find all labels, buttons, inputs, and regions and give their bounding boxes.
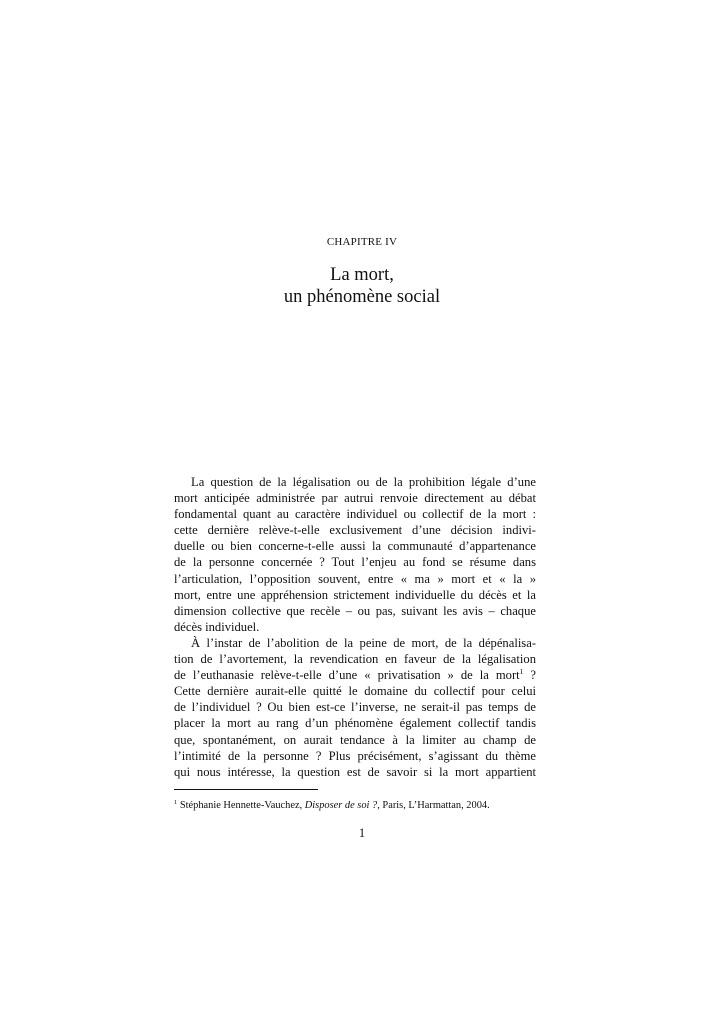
text-line: tion de l’avortement, la revendication en faveur de la légalisation [174, 652, 536, 667]
text-line: mort anticipée administrée par autrui renvoie directement au débat [174, 491, 536, 506]
text-line-with-note [174, 667, 536, 683]
text-segment: ? [523, 668, 536, 683]
chapter-title-line-1: La mort, [330, 265, 394, 285]
text-line: l’articulation, l’opposition souvent, entre « ma » mort et « la » [174, 571, 536, 586]
footnote-number: 1 [174, 799, 178, 806]
page-number: 1 [358, 826, 366, 840]
text-line: de la personne concernée ? Tout l’enjeu au fond se résume dans [174, 555, 536, 570]
text-line: dimension collective que recèle – ou pas, suivant les avis – chaque [174, 603, 536, 618]
chapter-title-line-2: un phénomène social [283, 287, 441, 307]
text-segment: de l’euthanasie relève-t-elle d’une « privatisation » de la mort [174, 668, 520, 683]
text-line: À l’instar de l’abolition de la peine de mort, de la dépénalisa- [191, 635, 536, 650]
body-text [174, 474, 536, 780]
text-line: de l’individuel ? Ou bien est-ce l’inverse, ne serait-il pas temps de [174, 700, 536, 715]
text-line: mort, entre une appréhension strictement individuelle du décès et la [174, 587, 536, 602]
text-line: La question de la légalisation ou de la prohibition légale d’une [191, 475, 536, 489]
chapter-title [0, 264, 724, 308]
footnote [174, 799, 536, 812]
footnote-reference: 1 [519, 667, 524, 677]
chapter-label: CHAPITRE IV [326, 236, 398, 248]
paragraph-1 [174, 474, 536, 635]
footnote-publication: , Paris, L’Harmattan, 2004. [377, 800, 490, 811]
text-line: placer la mort au rang d’un phénomène également collectif tandis [174, 716, 536, 731]
text-line: cette dernière relève-t-elle exclusivement d’une décision indivi- [174, 523, 536, 538]
text-line: fondamental quant au caractère individuel ou collectif de la mort : [174, 507, 536, 522]
text-line: qui nous intéresse, la question est de savoir si la mort appartient [174, 764, 536, 779]
text-line: que, spontanément, on aurait tendance à la limiter au champ de [174, 732, 536, 747]
text-line: duelle ou bien concerne-t-elle aussi la communauté d’appartenance [174, 539, 536, 554]
footnote-separator [174, 789, 318, 790]
text-line: Cette dernière aurait-elle quitté le domaine du collectif pour celui [174, 684, 536, 699]
text-line: décès individuel. [174, 619, 260, 634]
paragraph-2 [174, 635, 536, 780]
footnote-author: Stéphanie Hennette-Vauchez, [177, 800, 305, 811]
text-line: l’intimité de la personne ? Plus précisément, s’agissant du thème [174, 748, 536, 763]
footnote-book-title: Disposer de soi ? [304, 800, 378, 811]
